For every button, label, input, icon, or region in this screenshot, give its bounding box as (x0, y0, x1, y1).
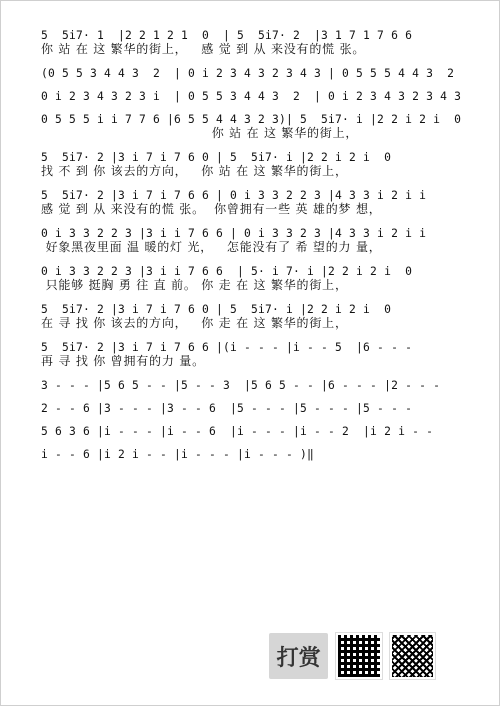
notation-line-9: 5 5i7· 2 |3 i 7 i 7 6 0 | 5 5i7· i |2 2 i 2 i 0 (41, 303, 392, 316)
lyric-line-9: 在 寻 找 你 该去的方向， 你 走 在 这 繁华的街上， (41, 316, 348, 330)
donate-button[interactable]: 打赏 (269, 633, 328, 679)
notation-line-5: 5 5i7· 2 |3 i 7 i 7 6 0 | 5 5i7· i |2 2 i 2 i 0 (41, 151, 392, 164)
notation-line-2: (0 5 5 3 4 4 3 2 | 0 i 2 3 4 3 2 3 4 3 | 0 5 5 5 4 4 3 2 (41, 67, 455, 80)
notation-line-6: 5 5i7· 2 |3 i 7 i 7 6 6 | 0 i 3 3 2 2 3 |4 3 3 i 2 i i (41, 189, 427, 202)
notation-line-3: 0 i 2 3 4 3 2 3 i | 0 5 5 3 4 4 3 2 | 0 i 2 3 4 3 2 3 4 3 (41, 90, 462, 103)
notation-line-11: 3 - - - |5 6 5 - - |5 - - 3 |5 6 5 - - |6 - - - |2 - - - (41, 379, 441, 392)
lyric-line-7: 好象黑夜里面 温 暖的灯 光， 怎能没有了 希 望的力 量， (41, 240, 382, 254)
lyric-line-10: 再 寻 找 你 曾拥有的力 量。 (41, 354, 205, 368)
notation-line-13: 5 6 3 6 |i - - - |i - - 6 |i - - - |i - - 2 |i 2 i - - (41, 425, 434, 438)
donation-footer (269, 633, 435, 679)
notation-line-7: 0 i 3 3 2 2 3 |3 i i 7 6 6 | 0 i 3 3 2 3 |4 3 3 i 2 i i (41, 227, 427, 240)
qr-code-icon (390, 633, 435, 679)
notation-line-1: 5 5i7· 1 |2 2 1 2 1 0 | 5 5i7· 2 |3 1 7 1 7 6 6 (41, 29, 413, 42)
notation-line-14: i - - 6 |i 2 i - - |i - - - |i - - - )‖ (41, 448, 315, 461)
notation-line-10: 5 5i7· 2 |3 i 7 i 7 6 6 |(i - - - |i - - 5 |6 - - - (41, 341, 413, 354)
qr-code-icon (336, 633, 381, 679)
lyric-line-8: 只能够 挺胸 勇 往 直 前。 你 走 在 这 繁华的街上， (41, 278, 348, 292)
lyric-line-4: 你 站 在 这 繁华的街上， (41, 126, 359, 140)
lyric-line-1: 你 站 在 这 繁华的街上， 感 觉 到 从 来没有的慌 张。 (41, 42, 366, 56)
lyric-line-6: 感 觉 到 从 来没有的慌 张。 你曾拥有一些 英 雄的梦 想， (41, 202, 382, 216)
notation-line-4: 0 5 5 5 i i 7 7 6 |6 5 5 4 4 3 2 3)| 5 5i7· i |2 2 i 2 i 0 (41, 113, 462, 126)
notation-line-8: 0 i 3 3 2 2 3 |3 i i 7 6 6 | 5· i 7· i |2 2 i 2 i 0 (41, 265, 413, 278)
notation-line-12: 2 - - 6 |3 - - - |3 - - 6 |5 - - - |5 - - - |5 - - - (41, 402, 413, 415)
score (41, 29, 461, 461)
lyric-line-5: 找 不 到 你 该去的方向， 你 站 在 这 繁华的街上， (41, 164, 348, 178)
